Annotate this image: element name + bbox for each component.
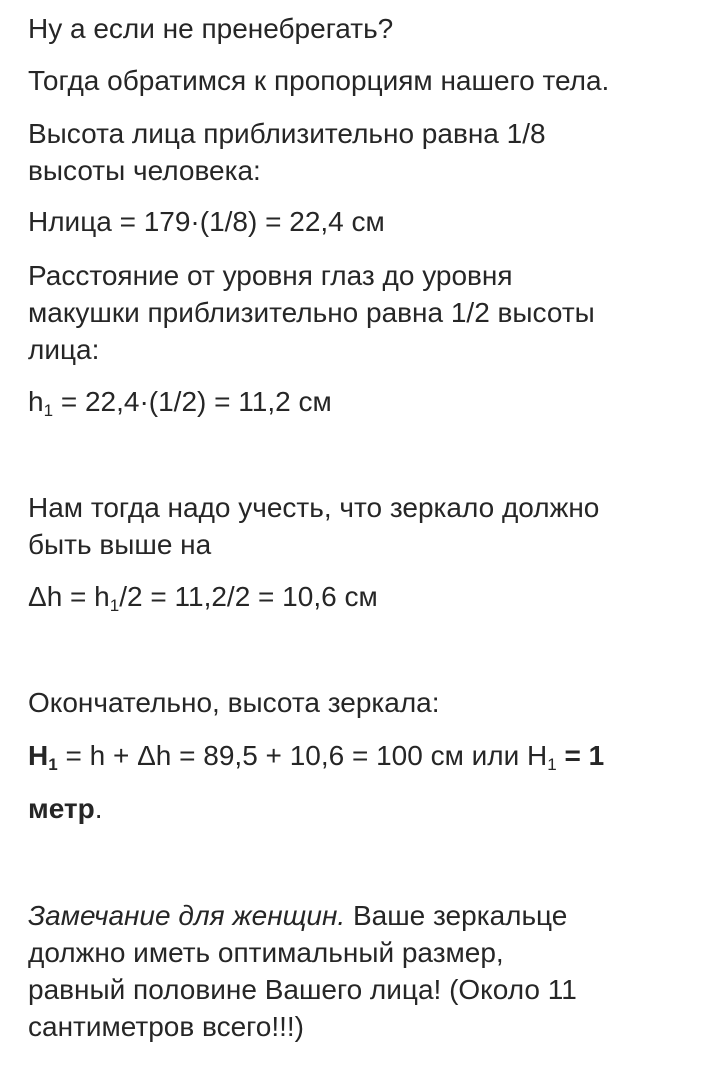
text-line-note-4: сантиметров всего!!!) xyxy=(28,1011,304,1042)
formula-final-H-subscript: 1 xyxy=(48,755,58,774)
formula-final-unit-period: . xyxy=(94,793,103,824)
formula-h1-value: = 22,4·(1/2) = 11,2 см xyxy=(53,386,332,417)
text-line-final-height: Окончательно, высота зеркала: xyxy=(28,687,440,718)
text-line-eye-distance-2: макушки приблизительно равна 1/2 высоты xyxy=(28,297,595,328)
text-line-mirror-offset-1: Нам тогда надо учесть, что зеркало должно xyxy=(28,492,600,523)
text-line-proportions: Тогда обратимся к пропорциям нашего тела. xyxy=(28,65,610,96)
formula-final-unit xyxy=(28,791,702,827)
formula-final-height xyxy=(28,738,702,774)
formula-final-H-subscript-2: 1 xyxy=(547,755,557,774)
text-line-note-2: должно иметь оптимальный размер, xyxy=(28,937,504,968)
text-line-note-3: равный половине Вашего лица! (Около 11 xyxy=(28,974,577,1005)
note-label: Замечание для женщин. xyxy=(28,900,346,931)
text-line-mirror-offset-2: быть выше на xyxy=(28,529,212,560)
formula-delta-h-left: Δh = h xyxy=(28,581,110,612)
formula-face-height: Hлица = 179·(1/8) = 22,4 см xyxy=(28,206,385,237)
formula-delta-h-right: /2 = 11,2/2 = 10,6 см xyxy=(119,581,378,612)
text-line-face-height-2: высоты человека: xyxy=(28,155,261,186)
formula-delta-h-subscript: 1 xyxy=(109,596,120,615)
formula-final-result: = 1 xyxy=(556,740,605,771)
formula-delta-h xyxy=(28,579,702,615)
note-text: Ваше зеркальце xyxy=(345,900,568,931)
text-line-note-1 xyxy=(28,898,702,934)
formula-h1-symbol: h xyxy=(28,386,44,417)
formula-final-body: = h + Δh = 89,5 + 10,6 = 100 см или H xyxy=(57,740,548,771)
formula-h1 xyxy=(28,384,702,420)
formula-h1-subscript: 1 xyxy=(43,401,54,420)
text-line-eye-distance-3: лица: xyxy=(28,334,100,365)
text-line-face-height-1: Высота лица приблизительно равна 1/8 xyxy=(28,118,546,149)
text-line-question: Ну а если не пренебрегать? xyxy=(28,13,394,44)
formula-final-unit-word: метр xyxy=(28,793,95,824)
text-line-eye-distance-1: Расстояние от уровня глаз до уровня xyxy=(28,260,513,291)
formula-final-H-symbol: H xyxy=(28,740,49,771)
